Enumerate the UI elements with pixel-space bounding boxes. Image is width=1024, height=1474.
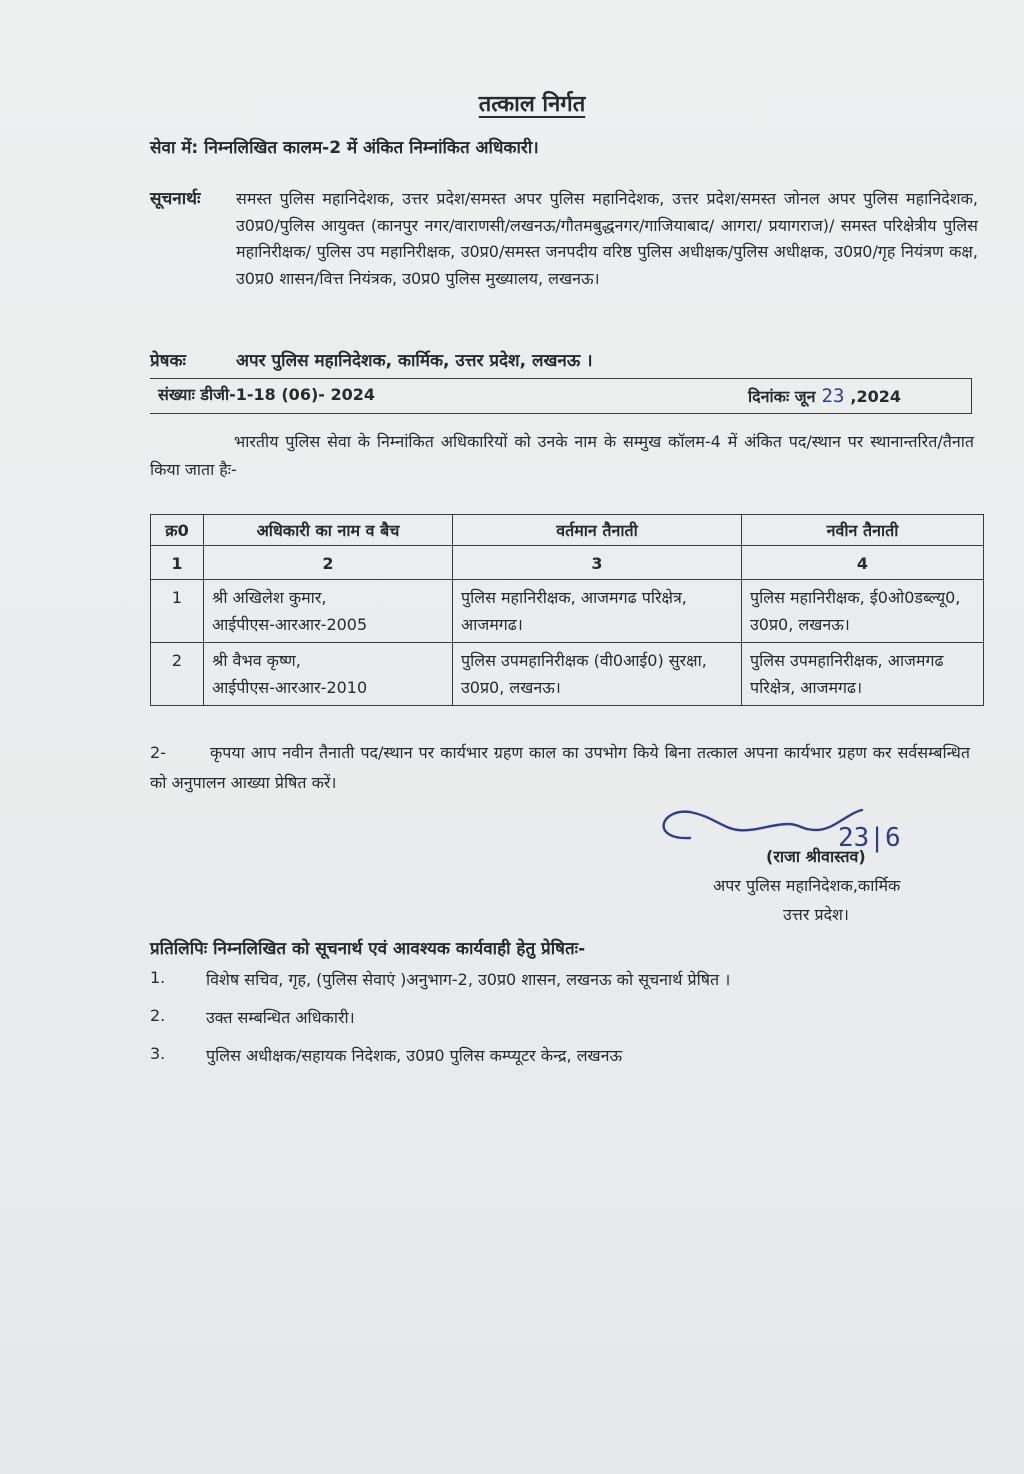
list-item-text: विशेष सचिव, गृह, (पुलिस सेवाएं )अनुभाग-2, उ0प्र0 शासन, लखनऊ को सूचनार्थ प्रेषित ।: [206, 970, 731, 989]
header-officer-name: अधिकारी का नाम व बैच: [204, 515, 453, 546]
table-row: [151, 580, 984, 643]
reference-number: संख्याः डीजी-1-18 (06)- 2024: [158, 385, 376, 404]
list-item: [150, 1006, 970, 1044]
header-sno: क्र0: [151, 515, 204, 546]
signature-date: 23|6: [838, 823, 901, 853]
addressee-line: सेवा में: निम्नलिखित कालम-2 में अंकित निम्नांकित अधिकारी।: [150, 138, 539, 158]
row-current-posting: पुलिस उपमहानिरीक्षक (वी0आई0) सुरक्षा, उ0प्र0, लखनऊ।: [453, 643, 742, 706]
col-number-4: 4: [742, 546, 984, 580]
row-officer: [204, 643, 453, 706]
officer-batch: आईपीएस-आरआर-2005: [212, 615, 368, 634]
sender-label: प्रेषकः: [150, 351, 186, 371]
instruction-text: कृपया आप नवीन तैनाती पद/स्थान पर कार्यभार ग्रहण काल का उपभोग किये बिना तत्काल अपना कार्यभार ग्रहण कर सर्वसम्बन्धित को अनुपालन आख्या प्रेषित करें।: [150, 743, 970, 792]
list-item-number: 2.: [150, 1006, 166, 1025]
date-day-handwritten: 23: [821, 385, 845, 407]
list-item-number: 3.: [150, 1044, 166, 1063]
officer-name: श्री वैभव कृष्ण,: [212, 651, 301, 670]
col-number-3: 3: [453, 546, 742, 580]
order-paragraph: भारतीय पुलिस सेवा के निम्नांकित अधिकारियों को उनके नाम के सम्मुख कॉलम-4 में अंकित पद/स्थान पर स्थानान्तरित/तैनात किया जाता हैः-: [150, 432, 974, 479]
table-column-number-row: [151, 546, 984, 580]
signatory-state: उत्तर प्रदेश।: [783, 905, 849, 924]
row-sno: 2: [151, 643, 204, 706]
date-year: ,2024: [850, 387, 902, 406]
information-label: सूचनार्थः: [150, 189, 201, 209]
list-item-text: उक्त सम्बन्धित अधिकारी।: [206, 1008, 355, 1027]
information-recipients: समस्त पुलिस महानिदेशक, उत्तर प्रदेश/समस्त अपर पुलिस महानिदेशक, उत्तर प्रदेश/समस्त जोनल अपर पुलिस महानिदेशक, उ0प्र0/पुलिस आयुक्त (कानपुर नगर/वाराणसी/लखनऊ/गौतमबुद्धनगर/गाजियाबाद/ आगरा/ प्रयागराज)/ समस्त परिक्षेत्रीय पुलिस महानिरीक्षक/ पुलिस उप महानिरीक्षक, उ0प्र0/समस्त जनपदीय वरिष्ठ पुलिस अधीक्षक/पुलिस अधीक्षक, उ0प्र0/गृह नियंत्रण कक्ष, उ0प्र0 शासन/वित्त नियंत्रक, उ0प्र0 पुलिस मुख्यालय, लखनऊ।: [236, 189, 978, 288]
instruction-paragraph: [150, 738, 970, 798]
copy-to-heading: प्रतिलिपिः निम्नलिखित को सूचनार्थ एवं आवश्यक कार्यवाही हेतु प्रेषितः-: [150, 939, 586, 959]
col-number-1: 1: [151, 546, 204, 580]
paragraph-number: 2-: [150, 743, 166, 762]
header-new-posting: नवीन तैनाती: [742, 515, 984, 546]
officer-name: श्री अखिलेश कुमार,: [212, 588, 327, 607]
signatory-name: (राजा श्रीवास्तव): [766, 847, 866, 866]
transfer-table: [150, 514, 984, 706]
list-item: [150, 1044, 970, 1082]
row-new-posting: पुलिस उपमहानिरीक्षक, आजमगढ परिक्षेत्र, आजमगढ।: [742, 643, 984, 706]
list-item-text: पुलिस अधीक्षक/सहायक निदेशक, उ0प्र0 पुलिस कम्प्यूटर केन्द्र, लखनऊ: [206, 1046, 623, 1065]
document-title: तत्काल निर्गत: [478, 92, 586, 117]
officer-batch: आईपीएस-आरआर-2010: [212, 678, 368, 697]
signatory-designation: अपर पुलिस महानिदेशक,कार्मिक: [713, 876, 901, 895]
date-label: दिनांकः जून: [748, 387, 816, 406]
table-header-row: [151, 515, 984, 546]
table-row: [151, 643, 984, 706]
header-current-posting: वर्तमान तैनाती: [453, 515, 742, 546]
col-number-2: 2: [204, 546, 453, 580]
row-sno: 1: [151, 580, 204, 643]
copy-to-list: [150, 968, 970, 1082]
row-new-posting: पुलिस महानिरीक्षक, ई0ओ0डब्ल्यू0, उ0प्र0, लखनऊ।: [742, 580, 984, 643]
sender-text: अपर पुलिस महानिदेशक, कार्मिक, उत्तर प्रदेश, लखनऊ ।: [236, 351, 593, 371]
signature-stroke: [664, 810, 862, 838]
row-current-posting: पुलिस महानिरीक्षक, आजमगढ परिक्षेत्र, आजमगढ।: [453, 580, 742, 643]
list-item-number: 1.: [150, 968, 166, 987]
list-item: [150, 968, 970, 1006]
row-officer: [204, 580, 453, 643]
reference-date: [748, 385, 901, 407]
